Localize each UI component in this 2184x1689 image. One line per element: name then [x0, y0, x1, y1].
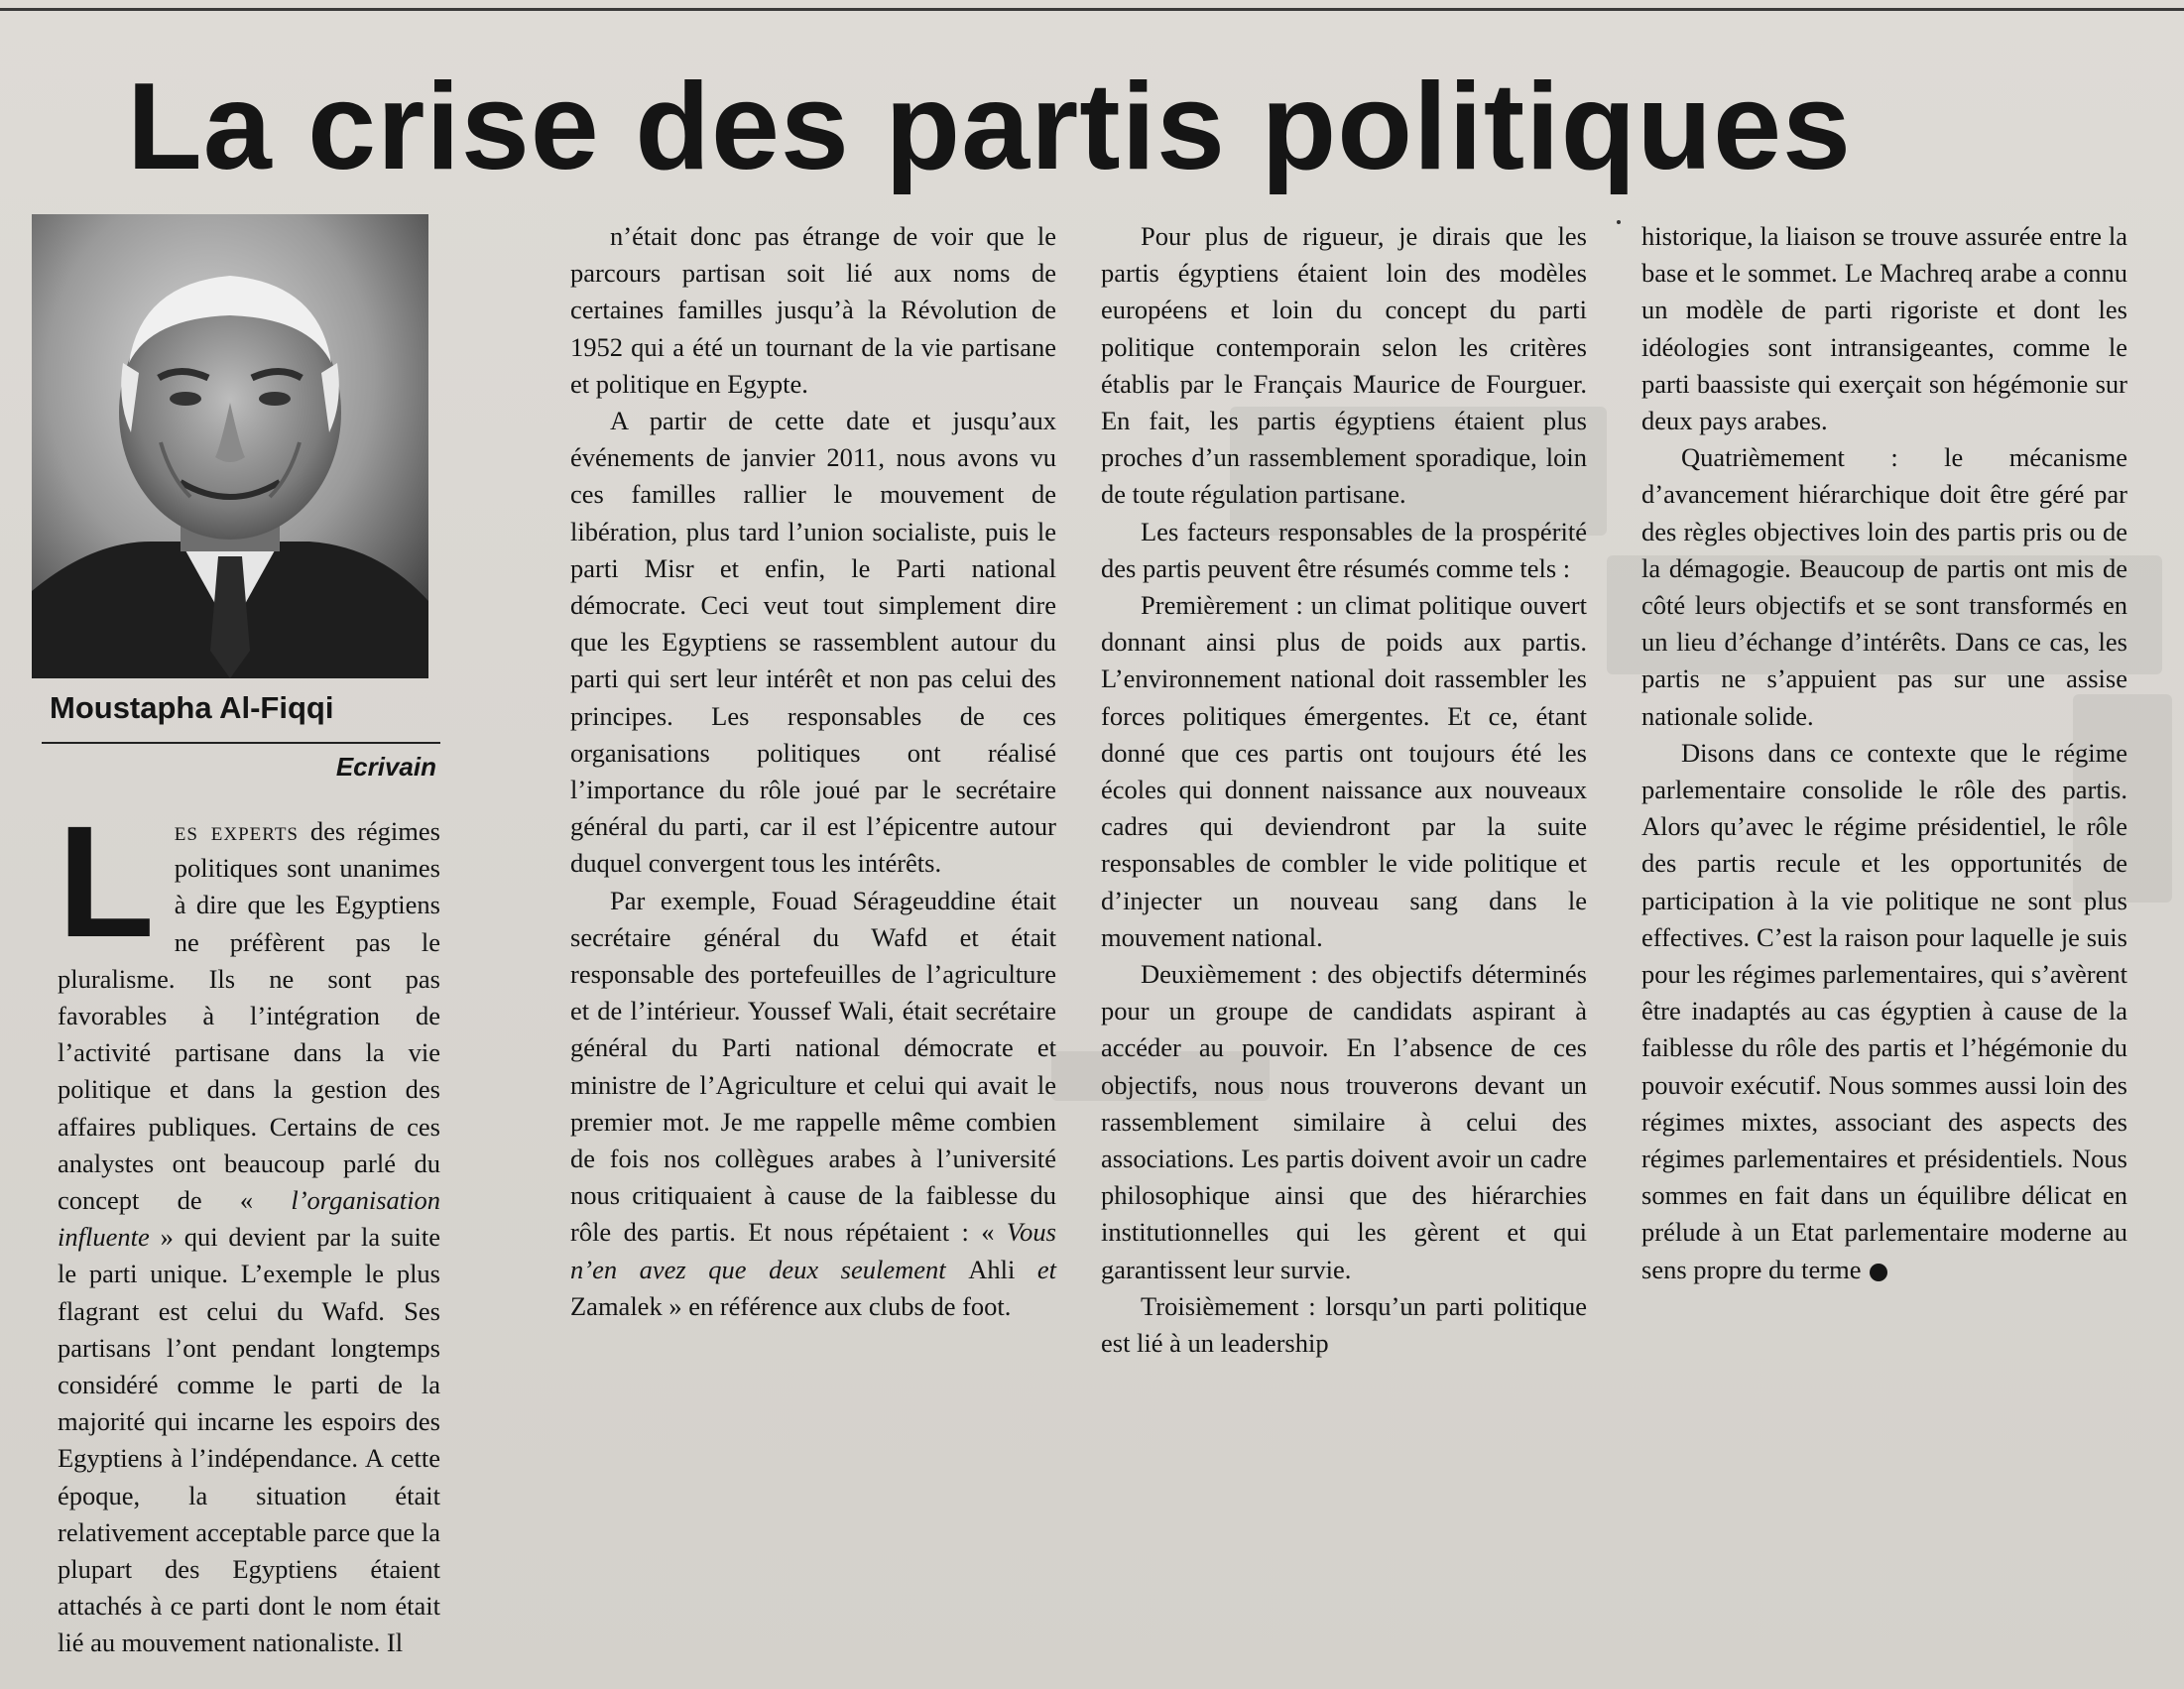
paragraph-text: Disons dans ce contexte que le régime parlementaire consolide le rôle des partis. Alors qu’avec le régime présidentiel, le rôle des partis recule et les opportunités de participation à la vie politique ne sont plus effectives. C’est la raison pour laquelle je suis pour les régimes parlementaires, qui s’avèrent être inadaptés au cas égyptien à cause de la faiblesse du rôle des partis et l’hégémonie du pouvoir exécutif. Nous sommes aussi loin des régimes mixtes, associant des aspects des régimes parlementaires et présidentiels. Nous sommes en fait dans un équilibre délicat en prélude à un Etat parlementaire moderne au sens propre du terme: [1641, 737, 2127, 1284]
article-column-1: [58, 792, 441, 1662]
column-dot: [1617, 220, 1621, 224]
paragraph-text: des régimes politiques sont unanimes à dire que les Egyptiens ne préfèrent pas le pluralisme. Ils ne sont pas favorables à l’intégration de l’activité partisane dans la vie politique et dans la gestion des affaires publiques. Certains de ces analystes ont beaucoup parlé du concept de «: [58, 816, 440, 1216]
paragraph: [570, 883, 1056, 1325]
paragraph: Les facteurs responsables de la prospérité des partis peuvent être résumés comme tels :: [1101, 516, 1587, 583]
article-column-4: [1641, 218, 2127, 1288]
author-name: Moustapha Al-Fiqqi: [50, 690, 334, 725]
top-rule: [0, 8, 2184, 11]
portrait-photo: [32, 214, 428, 678]
author-rule: [42, 742, 440, 744]
paragraph-text: » qui devient par la suite le parti unique. L’exemple le plus flagrant est celui du Wafd. Ses partisans l’ont pendant longtemps considéré comme le parti de la majorité qui incarne les espoirs des Egyptiens à l’indépendance. A cette époque, la situation était relativement acceptable parce que la plupart des Egyptiens étaient attachés à ce parti dont le nom était lié au mouvement nationaliste. Il: [58, 1222, 441, 1658]
author-portrait: [32, 214, 428, 678]
paragraph: [58, 792, 441, 1662]
paragraph: n’était donc pas étrange de voir que le parcours partisan soit lié aux noms de certaines familles jusqu’à la Révolution de 1952 qui a été un tournant de la vie partisane et politique en Egypte.: [570, 221, 1056, 399]
paragraph: Pour plus de rigueur, je dirais que les partis égyptiens étaient loin des modèles européens et loin du concept du parti politique contemporain selon les critères établis par le Français Maurice de Fourguer. En fait, les partis égyptiens étaient plus proches d’un rassemblement sporadique, loin de toute régulation partisane.: [1101, 221, 1587, 510]
dropcap: L: [58, 792, 155, 970]
paragraph: Premièrement : un climat politique ouvert donnant ainsi plus de poids aux partis. L’environnement national doit rassembler les forces politiques émergentes. Et ce, étant donné que ces partis ont toujours été les écoles qui donnent naissance aux nouveaux cadres qui deviendront par la suite responsables de combler le vide politique et d’injecter un nouveau sang dans le mouvement national.: [1101, 590, 1587, 952]
article-column-3: [1101, 218, 1587, 1362]
author-role: Ecrivain: [335, 752, 436, 782]
paragraph: A partir de cette date et jusqu’aux événements de janvier 2011, nous avons vu ces familles rallier le mouvement de libération, plus tard l’union socialiste, puis le parti Misr et enfin, le Parti national démocrate. Ceci veut tout simplement dire que les Egyptiens se rassemblent autour du parti qui sert leur intérêt et non pas celui des principes. Les responsables de ces organisations politiques ont réalisé l’importance du rôle joué par le secrétaire général du parti, car il est l’épicentre autour duquel convergent tous les intérêts.: [570, 406, 1056, 879]
article-column-2: [570, 218, 1056, 1325]
paragraph: Troisièmement : lorsqu’un parti politique est lié à un leadership: [1101, 1290, 1587, 1359]
paragraph: [1641, 735, 2127, 1288]
paragraph: Deuxièmement : des objectifs déterminés pour un groupe de candidats aspirant à accéder au pouvoir. En l’absence de ces objectifs, nous nous trouverons devant un rassemblement similaire à celui des associations. Les partis doivent avoir un cadre philosophique ainsi que des hiérarchies institutionnelles qui les gèrent et qui garantissent leur survie.: [1101, 959, 1587, 1284]
quote-italic: l’organisation influente: [58, 1185, 440, 1253]
paragraph: Quatrièmement : le mécanisme d’avancement hiérarchique doit être géré par des règles objectives loin des partis pris ou de la démagogie. Beaucoup de partis ont mis de côté leurs objectifs et se sont transformés en un lieu d’échange d’intérêts. Dans ce cas, les partis ne s’appuient pas sur une assise nationale solide.: [1641, 442, 2127, 731]
end-mark-bullet: [1870, 1264, 1887, 1281]
paragraph-text: Par exemple, Fouad Sérageuddine était secrétaire général du Wafd et était responsable des portefeuilles de l’agriculture et de l’intérieur. Youssef Wali, était secrétaire général du Parti national démocrate et ministre de l’Agriculture et celui qui avait le premier mot. Je me rappelle même combien de fois nos collègues arabes à l’université nous critiquaient à cause de la faiblesse du rôle des partis. Et nous répétaient : «: [570, 885, 1056, 1248]
paragraph-text: Ahli: [968, 1254, 1016, 1284]
lead-smallcaps: es experts: [174, 816, 299, 846]
quote-italic: et: [1015, 1254, 1057, 1284]
paragraph: historique, la liaison se trouve assurée entre la base et le sommet. Le Machreq arabe a connu un modèle de parti rigoriste et dont les idéologies sont intransigeantes, comme le parti baassiste qui exerçait son hégémonie sur deux pays arabes.: [1641, 221, 2127, 436]
quote-italic: Vous n’en avez que deux seulement: [570, 1217, 1056, 1284]
paragraph-text: Zamalek » en référence aux clubs de foot.: [570, 1290, 1012, 1321]
headline: La crise des partis politiques: [127, 59, 1852, 195]
